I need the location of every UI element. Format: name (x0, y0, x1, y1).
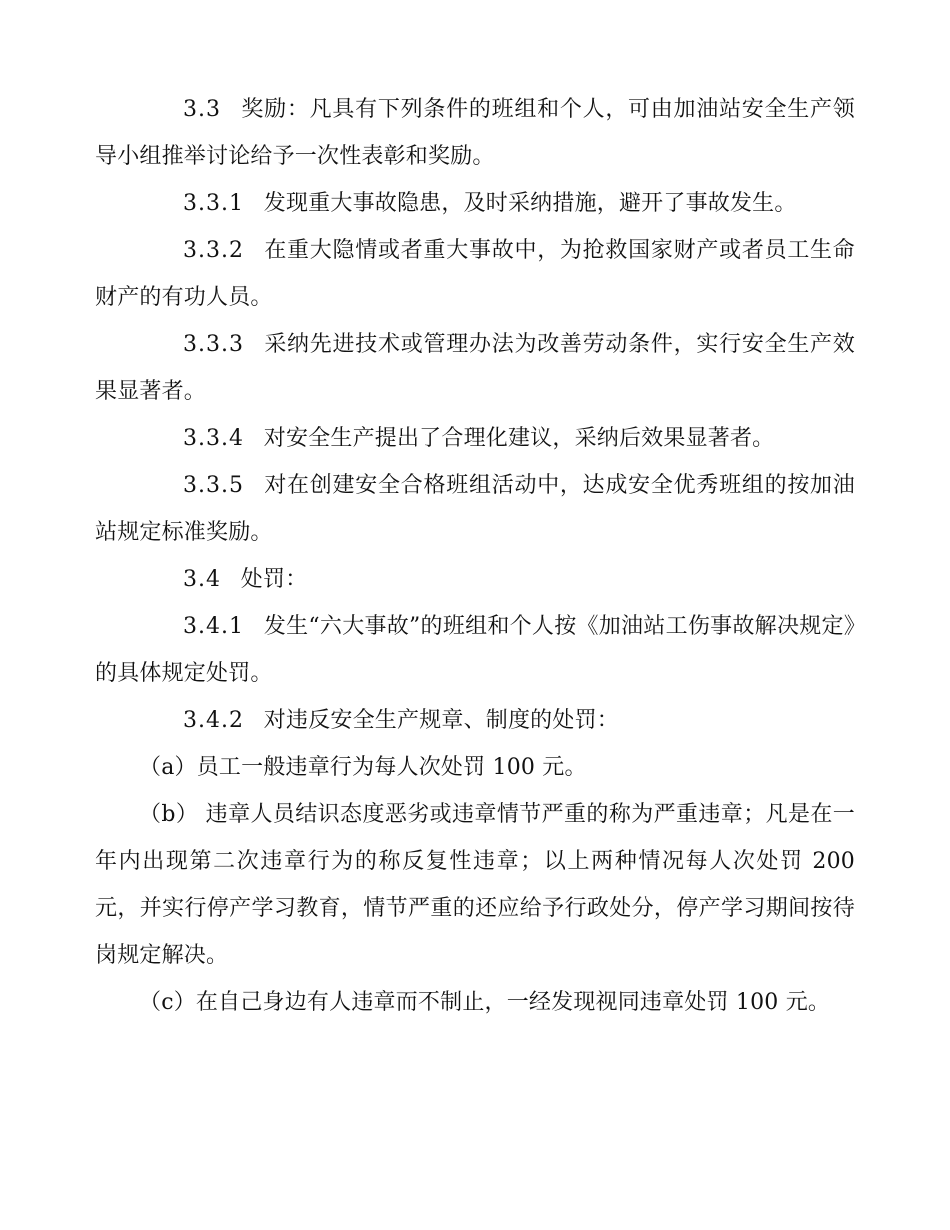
paragraph-3-4 (95, 556, 855, 603)
clause-text: 发生“六大事故”的班组和个人按《加油站工伤事故解决规定》的具体规定处罚。 (95, 614, 855, 686)
clause-text: （a）员工一般违章行为每人次处罚 100 元。 (139, 755, 587, 780)
document-body (95, 86, 855, 1026)
paragraph-3-3-2 (95, 227, 855, 321)
clause-text: （b） 违章人员结识态度恶劣或违章情节严重的称为严重违章；凡是在一年内出现第二次违章行为的称反复性违章；以上两种情况每人次处罚 200 元，并实行停产学习教育，情节严重的还应给予行政处分，停产学习期间按待岗规定解决。 (95, 802, 855, 968)
paragraph-item-c (95, 979, 855, 1026)
paragraph-item-a (95, 744, 855, 791)
clause-number: 3.4.2 (183, 708, 244, 733)
paragraph-item-b (95, 791, 855, 979)
paragraph-3-3-3 (95, 321, 855, 415)
clause-number: 3.3.1 (183, 191, 244, 216)
paragraph-3-4-1 (95, 603, 855, 697)
clause-number: 3.3.4 (183, 426, 244, 451)
clause-text: 处罚： (240, 567, 308, 592)
clause-text: 对违反安全生产规章、制度的处罚： (263, 708, 619, 733)
paragraph-3-3 (95, 86, 855, 180)
paragraph-3-3-4 (95, 415, 855, 462)
clause-number: 3.3.3 (183, 332, 244, 357)
clause-text: 采纳先进技术或管理办法为改善劳动条件，实行安全生产效果显著者。 (95, 332, 855, 404)
paragraph-3-3-5 (95, 462, 855, 556)
clause-text: 在重大隐情或者重大事故中，为抢救国家财产或者员工生命财产的有功人员。 (95, 238, 855, 310)
clause-number: 3.3 (183, 97, 221, 122)
paragraph-3-4-2 (95, 697, 855, 744)
paragraph-3-3-1 (95, 180, 855, 227)
clause-text: 对在创建安全合格班组活动中，达成安全优秀班组的按加油站规定标准奖励。 (95, 473, 855, 545)
clause-text: 发现重大事故隐患，及时采纳措施，避开了事故发生。 (263, 191, 797, 216)
clause-text: 奖励：凡具有下列条件的班组和个人，可由加油站安全生产领导小组推举讨论给予一次性表彰和奖励。 (95, 97, 855, 169)
clause-number: 3.3.5 (183, 473, 244, 498)
clause-number: 3.4.1 (183, 614, 244, 639)
clause-text: （c）在自己身边有人违章而不制止，一经发现视同违章处罚 100 元。 (139, 990, 831, 1015)
clause-number: 3.3.2 (183, 238, 244, 263)
clause-text: 对安全生产提出了合理化建议，采纳后效果显著者。 (263, 426, 775, 451)
clause-number: 3.4 (183, 567, 221, 592)
